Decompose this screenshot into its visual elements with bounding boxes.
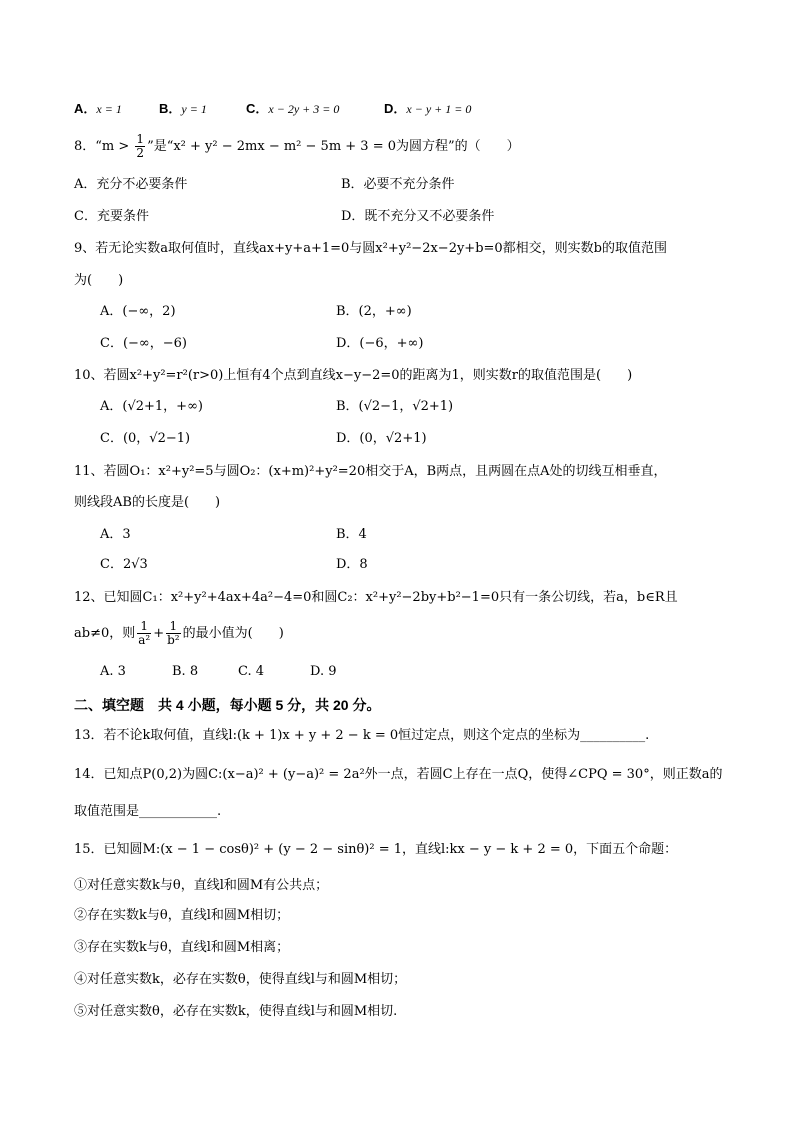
q12-option-d: D. 9 <box>310 664 337 679</box>
q7-option-a-value: x = 1 <box>96 102 122 116</box>
q10-option-b: B．(√2−1，√2+1) <box>336 399 454 414</box>
q7-option-d-label: D． <box>384 101 407 116</box>
question-11-line1: 11、若圆O₁：x²+y²=5与圆O₂：(x+m)²+y²=20相交于A，B两点，且两圆在点A处的切线互相垂直， <box>74 464 667 479</box>
q12-option-b: B. 8 <box>172 664 199 679</box>
q8-frac-num: 1 <box>136 132 145 146</box>
section-2-heading: 二、填空题 共 4 小题，每小题 5 分，共 20 分。 <box>74 697 381 713</box>
q12-fraction-b <box>166 620 181 647</box>
q11-option-b: B．4 <box>336 527 367 542</box>
q7-option-b-label: B． <box>159 101 182 116</box>
question-9-line1: 9、若无论实数a取何值时，直线ax+y+a+1=0与圆x²+y²−2x−2y+b=0都相交，则实数b的取值范围 <box>74 241 668 256</box>
q15-item-4: ④对任意实数k，必存在实数θ，使得直线l与和圆M相切； <box>74 972 407 987</box>
q8-option-d: D．既不充分又不必要条件 <box>341 209 495 224</box>
question-8-stem <box>74 132 520 162</box>
q12-option-c: C. 4 <box>238 664 265 679</box>
q8-option-c: C．充要条件 <box>74 209 149 224</box>
q9-option-a: A．(−∞，2) <box>100 304 176 319</box>
q8-fraction <box>135 133 145 160</box>
q11-option-a: A．3 <box>100 527 131 542</box>
question-10-line1: 10、若圆x²+y²=r²(r>0)上恒有4个点到直线x−y−2=0的距离为1，则实数r的取值范围是( ) <box>74 368 633 383</box>
q12-plus: + <box>153 626 165 641</box>
q12-line2-prefix: ab≠0，则 <box>74 626 136 641</box>
question-9-line2: 为( ) <box>74 273 124 288</box>
q8-prefix: 8．“m > <box>74 139 130 154</box>
question-12-line2 <box>74 617 284 651</box>
question-12-line1: 12、已知圆C₁：x²+y²+4ax+4a²−4=0和圆C₂：x²+y²−2by+b²−1=0只有一条公切线，若a，b∈R且 <box>74 590 678 605</box>
q15-item-3: ③存在实数k与θ，直线l和圆M相离； <box>74 940 290 955</box>
q15-item-1: ①对任意实数k与θ，直线l和圆M有公共点； <box>74 878 329 893</box>
q8-option-b: B．必要不充分条件 <box>341 177 455 192</box>
q12-frac2-num: 1 <box>166 620 181 634</box>
q8-suffix: ”是“x² + y² − 2mx − m² − 5m + 3 = 0为圆方程”的（ ） <box>147 139 520 154</box>
q11-option-c: C．2√3 <box>100 557 148 572</box>
q8-option-a: A．充分不必要条件 <box>74 177 188 192</box>
question-11-line2: 则线段AB的长度是( ) <box>74 495 221 510</box>
q7-options <box>74 100 471 119</box>
q15-item-5: ⑤对任意实数θ，必存在实数k，使得直线l与和圆M相切. <box>74 1004 398 1019</box>
question-13: 13．若不论k取何值，直线l:(k + 1)x + y + 2 − k = 0恒过定点，则这个定点的坐标为__________. <box>74 728 650 743</box>
question-14-line1: 14．已知点P(0,2)为圆C:(x−a)² + (y−a)² = 2a²外一点，若圆C上存在一点Q，使得∠CPQ = 30°，则正数a的 <box>74 767 723 782</box>
q11-option-d: D．8 <box>336 557 368 572</box>
question-15-line1: 15．已知圆M:(x − 1 − cosθ)² + (y − 2 − sinθ)² = 1，直线l:kx − y − k + 2 = 0，下面五个命题： <box>74 842 678 857</box>
q12-option-a: A. 3 <box>100 664 126 679</box>
question-14-line2: 取值范围是____________. <box>74 804 222 819</box>
q7-option-a-label: A． <box>74 101 97 116</box>
q7-option-c-value: x − 2y + 3 = 0 <box>268 102 340 116</box>
q7-option-b-value: y = 1 <box>181 102 207 116</box>
q9-option-c: C．(−∞，−6) <box>100 336 187 351</box>
q12-frac1-den: a² <box>138 633 151 647</box>
q7-option-c-label: C． <box>246 101 269 116</box>
q10-option-c: C．(0，√2−1) <box>100 431 191 446</box>
q12-frac2-den: b² <box>167 633 180 647</box>
q10-option-d: D．(0，√2+1) <box>336 431 427 446</box>
q7-option-d-value: x − y + 1 = 0 <box>406 102 472 116</box>
q9-option-d: D．(−6，+∞) <box>336 336 424 351</box>
q12-frac1-num: 1 <box>137 620 151 634</box>
q12-fraction-a <box>137 620 151 647</box>
q10-option-a: A．(√2+1，+∞) <box>100 399 203 414</box>
q8-frac-den: 2 <box>136 146 145 160</box>
q12-line2-suffix: 的最小值为( ) <box>182 626 284 641</box>
q9-option-b: B．(2，+∞) <box>336 304 412 319</box>
q15-item-2: ②存在实数k与θ，直线l和圆M相切； <box>74 908 290 923</box>
